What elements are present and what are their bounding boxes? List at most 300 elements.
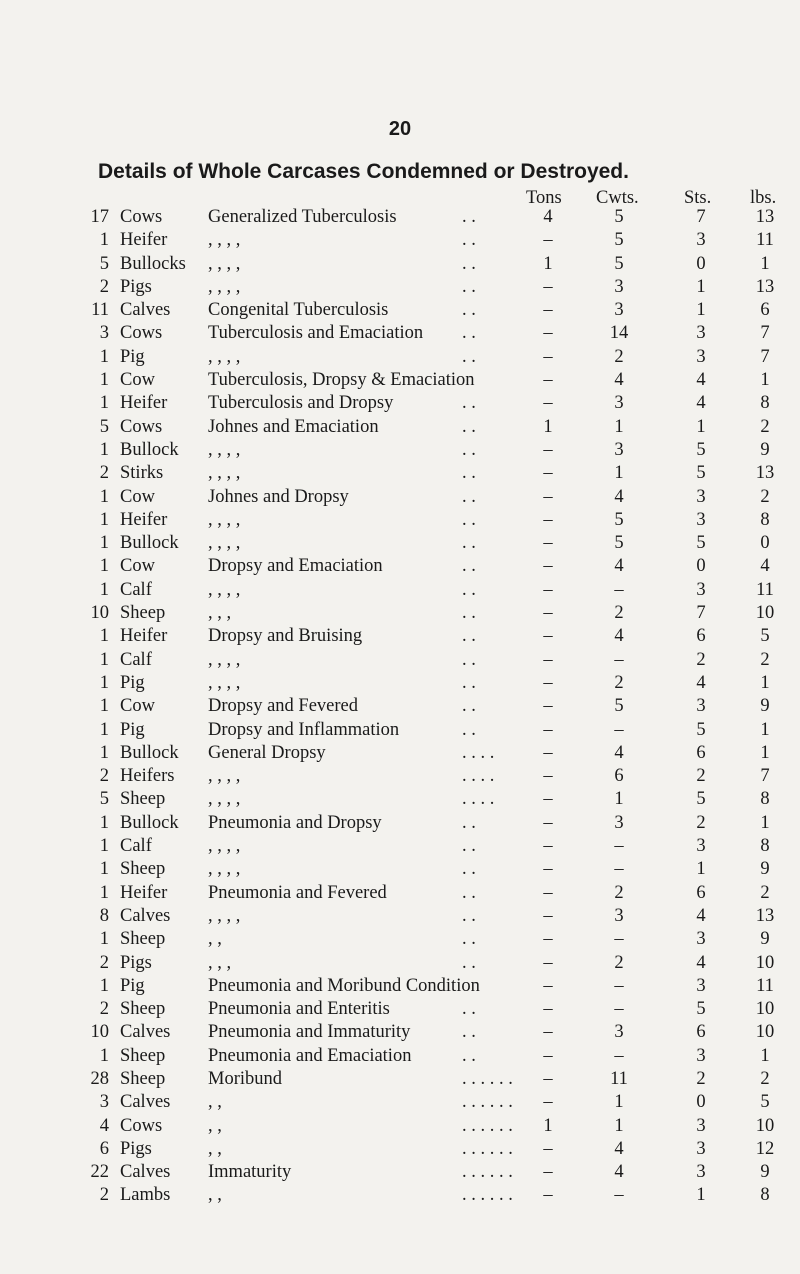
row-cause: Immaturity xyxy=(208,1162,292,1183)
row-animal: Cows xyxy=(120,1115,163,1136)
table-row xyxy=(0,975,800,998)
row-cause: Johnes and Dropsy xyxy=(208,486,349,507)
table-row xyxy=(0,765,800,788)
table-row xyxy=(0,579,800,602)
page-title: Details of Whole Carcases Condemned or Destroyed. xyxy=(98,160,629,183)
row-tons: – xyxy=(543,789,553,810)
row-quantity: 1 xyxy=(99,1045,109,1066)
row-cause: Dropsy and Bruising xyxy=(208,626,363,647)
row-animal: Cow xyxy=(120,370,155,391)
row-quantity: 4 xyxy=(99,1115,109,1136)
table-row xyxy=(0,1021,800,1044)
row-animal: Pig xyxy=(120,346,145,367)
row-cause: , , , , xyxy=(208,905,241,926)
row-lbs: 13 xyxy=(755,207,775,227)
row-animal: Calves xyxy=(120,300,171,321)
row-cause: , , , , xyxy=(208,649,241,670)
row-cwts: 1 xyxy=(614,1092,624,1113)
row-cwts: 14 xyxy=(609,323,629,344)
row-cause: Tuberculosis, Dropsy & Emaciation xyxy=(208,370,475,391)
row-cwts: – xyxy=(614,929,624,950)
row-sts: 6 xyxy=(696,742,706,763)
row-tons: – xyxy=(543,766,553,787)
row-sts: 1 xyxy=(696,300,706,321)
row-tons: – xyxy=(543,672,553,693)
table-row xyxy=(0,392,800,415)
row-cause: , , xyxy=(208,1115,222,1136)
row-leader-dots: . . xyxy=(462,952,476,973)
row-animal: Calves xyxy=(120,905,171,926)
row-quantity: 1 xyxy=(99,579,109,600)
row-lbs: 7 xyxy=(760,323,770,344)
row-tons: – xyxy=(543,486,553,507)
row-animal: Cows xyxy=(120,323,163,344)
row-animal: Cows xyxy=(120,207,163,227)
row-tons: – xyxy=(543,370,553,391)
table-row xyxy=(0,1091,800,1114)
row-cause: , , , , xyxy=(208,253,241,274)
row-quantity: 11 xyxy=(91,300,109,321)
row-leader-dots: . . . . . . xyxy=(462,1185,513,1206)
row-sts: 5 xyxy=(696,463,706,484)
row-animal: Heifer xyxy=(120,882,168,903)
row-lbs: 2 xyxy=(760,416,770,437)
row-leader-dots: . . xyxy=(462,300,476,321)
row-tons: – xyxy=(543,812,553,833)
row-tons: 4 xyxy=(543,207,553,227)
table-row xyxy=(0,416,800,439)
row-leader-dots: . . . . . . xyxy=(462,1068,513,1089)
row-leader-dots: . . xyxy=(462,626,476,647)
row-animal: Cows xyxy=(120,416,163,437)
row-cause: , , , xyxy=(208,603,232,624)
row-lbs: 10 xyxy=(755,952,775,973)
row-tons: – xyxy=(543,393,553,414)
row-leader-dots: . . xyxy=(462,230,476,251)
row-lbs: 2 xyxy=(760,1068,770,1089)
row-lbs: 1 xyxy=(760,370,770,391)
row-lbs: 9 xyxy=(760,439,770,460)
row-tons: – xyxy=(543,1185,553,1206)
row-leader-dots: . . xyxy=(462,905,476,926)
table-row xyxy=(0,229,800,252)
row-cause: Tuberculosis and Dropsy xyxy=(208,393,394,414)
row-leader-dots: . . xyxy=(462,603,476,624)
row-lbs: 8 xyxy=(760,789,770,810)
table-row xyxy=(0,1115,800,1138)
row-animal: Calves xyxy=(120,1162,171,1183)
row-cause: , , xyxy=(208,1185,222,1206)
row-cwts: 3 xyxy=(614,300,624,321)
row-leader-dots: . . . . . . xyxy=(462,1162,513,1183)
row-sts: 4 xyxy=(696,370,706,391)
row-cwts: – xyxy=(614,649,624,670)
row-cause: , , , , xyxy=(208,836,241,857)
row-sts: 1 xyxy=(696,276,706,297)
row-sts: 3 xyxy=(696,975,706,996)
row-cwts: 2 xyxy=(614,952,624,973)
row-cwts: 3 xyxy=(614,276,624,297)
row-leader-dots: . . xyxy=(462,276,476,297)
row-cwts: 4 xyxy=(614,370,624,391)
row-lbs: 13 xyxy=(755,905,775,926)
row-lbs: 9 xyxy=(760,1162,770,1183)
row-tons: 1 xyxy=(543,253,553,274)
row-cwts: 4 xyxy=(614,626,624,647)
row-leader-dots: . . xyxy=(462,533,476,554)
row-tons: – xyxy=(543,859,553,880)
column-header-tons: Tons xyxy=(526,188,562,208)
row-cause: Pneumonia and Enteritis xyxy=(208,999,390,1020)
row-sts: 3 xyxy=(696,929,706,950)
row-cause: , , , , xyxy=(208,789,241,810)
row-lbs: 2 xyxy=(760,486,770,507)
row-cause: , , , , xyxy=(208,533,241,554)
row-cause: Pneumonia and Dropsy xyxy=(208,812,382,833)
row-quantity: 2 xyxy=(99,463,109,484)
row-sts: 0 xyxy=(696,1092,706,1113)
row-cwts: – xyxy=(614,1185,624,1206)
row-leader-dots: . . xyxy=(462,696,476,717)
table-row xyxy=(0,858,800,881)
row-lbs: 13 xyxy=(755,276,775,297)
row-quantity: 1 xyxy=(99,975,109,996)
row-cause: General Dropsy xyxy=(208,742,326,763)
row-tons: – xyxy=(543,346,553,367)
row-quantity: 2 xyxy=(99,999,109,1020)
row-cwts: 2 xyxy=(614,882,624,903)
row-lbs: 10 xyxy=(755,603,775,624)
row-sts: 3 xyxy=(696,836,706,857)
row-animal: Sheep xyxy=(120,929,166,950)
row-lbs: 13 xyxy=(755,463,775,484)
row-cause: , , , xyxy=(208,952,232,973)
table-row xyxy=(0,532,800,555)
table-row xyxy=(0,812,800,835)
row-cause: , , , , xyxy=(208,230,241,251)
row-sts: 3 xyxy=(696,230,706,251)
row-animal: Heifer xyxy=(120,393,168,414)
row-cause: , , , , xyxy=(208,439,241,460)
row-sts: 5 xyxy=(696,789,706,810)
row-animal: Sheep xyxy=(120,1068,166,1089)
row-lbs: 1 xyxy=(760,742,770,763)
row-quantity: 1 xyxy=(99,230,109,251)
row-lbs: 1 xyxy=(760,253,770,274)
row-tons: – xyxy=(543,509,553,530)
column-header-sts: Sts. xyxy=(684,188,712,208)
row-cause: Johnes and Emaciation xyxy=(208,416,379,437)
row-quantity: 1 xyxy=(99,882,109,903)
row-animal: Cow xyxy=(120,696,155,717)
row-sts: 3 xyxy=(696,323,706,344)
row-tons: – xyxy=(543,603,553,624)
row-tons: – xyxy=(543,975,553,996)
row-cause: Dropsy and Inflammation xyxy=(208,719,400,740)
row-cause: Pneumonia and Moribund Condition xyxy=(208,975,480,996)
table-row xyxy=(0,462,800,485)
row-animal: Sheep xyxy=(120,603,166,624)
row-tons: – xyxy=(543,836,553,857)
row-animal: Pigs xyxy=(120,1138,152,1159)
row-tons: – xyxy=(543,1138,553,1159)
row-quantity: 3 xyxy=(99,323,109,344)
row-tons: – xyxy=(543,300,553,321)
table-row xyxy=(0,602,800,625)
row-cwts: 4 xyxy=(614,1162,624,1183)
row-tons: – xyxy=(543,1092,553,1113)
row-lbs: 8 xyxy=(760,509,770,530)
table-row xyxy=(0,998,800,1021)
table-row xyxy=(0,509,800,532)
table-row xyxy=(0,276,800,299)
row-tons: – xyxy=(543,579,553,600)
row-leader-dots: . . xyxy=(462,439,476,460)
row-sts: 5 xyxy=(696,439,706,460)
row-leader-dots: . . xyxy=(462,579,476,600)
row-tons: – xyxy=(543,626,553,647)
row-cwts: 4 xyxy=(614,742,624,763)
row-leader-dots: . . xyxy=(462,836,476,857)
row-tons: 1 xyxy=(543,416,553,437)
row-quantity: 1 xyxy=(99,649,109,670)
row-cause: Moribund xyxy=(208,1068,282,1089)
row-leader-dots: . . xyxy=(462,929,476,950)
row-leader-dots: . . xyxy=(462,253,476,274)
row-leader-dots: . . xyxy=(462,1045,476,1066)
row-cwts: 5 xyxy=(614,533,624,554)
row-sts: 1 xyxy=(696,416,706,437)
row-sts: 4 xyxy=(696,672,706,693)
row-lbs: 1 xyxy=(760,719,770,740)
table-row xyxy=(0,1184,800,1207)
row-sts: 3 xyxy=(696,1138,706,1159)
row-lbs: 9 xyxy=(760,696,770,717)
row-leader-dots: . . . . . . xyxy=(462,1115,513,1136)
row-sts: 6 xyxy=(696,1022,706,1043)
row-cause: Pneumonia and Emaciation xyxy=(208,1045,412,1066)
row-cause: , , , , xyxy=(208,463,241,484)
row-lbs: 5 xyxy=(760,626,770,647)
row-animal: Sheep xyxy=(120,859,166,880)
row-quantity: 2 xyxy=(99,1185,109,1206)
row-lbs: 10 xyxy=(755,999,775,1020)
row-lbs: 10 xyxy=(755,1022,775,1043)
row-cwts: 3 xyxy=(614,393,624,414)
row-sts: 1 xyxy=(696,859,706,880)
row-quantity: 2 xyxy=(99,276,109,297)
row-animal: Calves xyxy=(120,1092,171,1113)
row-cause: Pneumonia and Immaturity xyxy=(208,1022,411,1043)
row-sts: 4 xyxy=(696,952,706,973)
row-cause: , , xyxy=(208,1092,222,1113)
row-cwts: – xyxy=(614,999,624,1020)
row-animal: Pig xyxy=(120,672,145,693)
row-cwts: 5 xyxy=(614,207,624,227)
row-tons: – xyxy=(543,230,553,251)
row-quantity: 1 xyxy=(99,509,109,530)
row-cwts: 2 xyxy=(614,603,624,624)
row-sts: 1 xyxy=(696,1185,706,1206)
row-quantity: 6 xyxy=(99,1138,109,1159)
row-quantity: 1 xyxy=(99,370,109,391)
row-animal: Bullock xyxy=(120,439,179,460)
table-row xyxy=(0,742,800,765)
row-animal: Pig xyxy=(120,975,145,996)
row-tons: – xyxy=(543,952,553,973)
row-lbs: 6 xyxy=(760,300,770,321)
row-leader-dots: . . xyxy=(462,509,476,530)
row-leader-dots: . . xyxy=(462,812,476,833)
row-tons: – xyxy=(543,439,553,460)
row-quantity: 1 xyxy=(99,812,109,833)
table-row xyxy=(0,625,800,648)
table-row xyxy=(0,486,800,509)
row-animal: Calf xyxy=(120,649,152,670)
row-quantity: 17 xyxy=(90,207,109,227)
row-sts: 3 xyxy=(696,579,706,600)
row-quantity: 10 xyxy=(90,1022,109,1043)
row-cwts: 1 xyxy=(614,1115,624,1136)
row-lbs: 4 xyxy=(760,556,770,577)
table-row xyxy=(0,299,800,322)
row-sts: 3 xyxy=(696,486,706,507)
row-cwts: 5 xyxy=(614,509,624,530)
row-leader-dots: . . xyxy=(462,207,476,227)
row-lbs: 8 xyxy=(760,393,770,414)
row-lbs: 9 xyxy=(760,929,770,950)
row-sts: 2 xyxy=(696,1068,706,1089)
row-animal: Lambs xyxy=(120,1185,171,1206)
row-tons: – xyxy=(543,696,553,717)
row-quantity: 1 xyxy=(99,836,109,857)
column-header-lbs: lbs. xyxy=(750,188,777,208)
row-cause: , , , , xyxy=(208,859,241,880)
row-lbs: 8 xyxy=(760,1185,770,1206)
row-animal: Heifer xyxy=(120,509,168,530)
row-cause: , , , , xyxy=(208,509,241,530)
row-lbs: 11 xyxy=(756,975,774,996)
row-leader-dots: . . xyxy=(462,346,476,367)
row-leader-dots: . . xyxy=(462,999,476,1020)
row-cause: , , xyxy=(208,929,222,950)
row-sts: 6 xyxy=(696,626,706,647)
row-tons: – xyxy=(543,649,553,670)
row-animal: Calf xyxy=(120,836,152,857)
row-animal: Cow xyxy=(120,556,155,577)
table-row xyxy=(0,369,800,392)
row-cwts: 5 xyxy=(614,696,624,717)
row-animal: Pig xyxy=(120,719,145,740)
row-quantity: 1 xyxy=(99,859,109,880)
condemned-carcases-table xyxy=(0,206,800,1208)
table-row xyxy=(0,322,800,345)
row-lbs: 0 xyxy=(760,533,770,554)
row-leader-dots: . . xyxy=(462,416,476,437)
row-cwts: 2 xyxy=(614,346,624,367)
table-row xyxy=(0,1068,800,1091)
row-tons: – xyxy=(543,1022,553,1043)
row-cwts: 2 xyxy=(614,672,624,693)
row-tons: – xyxy=(543,999,553,1020)
row-sts: 4 xyxy=(696,905,706,926)
page-number: 20 xyxy=(388,118,412,140)
row-cause: , , , , xyxy=(208,346,241,367)
row-sts: 6 xyxy=(696,882,706,903)
row-leader-dots: . . xyxy=(462,556,476,577)
row-leader-dots: . . xyxy=(462,859,476,880)
row-tons: – xyxy=(543,533,553,554)
row-quantity: 5 xyxy=(99,789,109,810)
row-animal: Stirks xyxy=(120,463,164,484)
row-cwts: 1 xyxy=(614,789,624,810)
row-cause: Dropsy and Emaciation xyxy=(208,556,383,577)
row-tons: – xyxy=(543,882,553,903)
table-row xyxy=(0,952,800,975)
row-animal: Bullock xyxy=(120,533,179,554)
row-sts: 2 xyxy=(696,766,706,787)
row-tons: – xyxy=(543,1045,553,1066)
row-lbs: 1 xyxy=(760,812,770,833)
row-leader-dots: . . xyxy=(462,1022,476,1043)
row-quantity: 10 xyxy=(90,603,109,624)
row-sts: 2 xyxy=(696,649,706,670)
row-animal: Calf xyxy=(120,579,152,600)
row-cwts: – xyxy=(614,1045,624,1066)
row-leader-dots: . . . . xyxy=(462,789,495,810)
row-animal: Pigs xyxy=(120,276,152,297)
row-animal: Pigs xyxy=(120,952,152,973)
row-quantity: 1 xyxy=(99,719,109,740)
row-quantity: 1 xyxy=(99,696,109,717)
row-tons: – xyxy=(543,1162,553,1183)
row-sts: 3 xyxy=(696,346,706,367)
row-lbs: 2 xyxy=(760,649,770,670)
row-quantity: 1 xyxy=(99,672,109,693)
row-sts: 3 xyxy=(696,696,706,717)
row-cwts: – xyxy=(614,719,624,740)
row-sts: 0 xyxy=(696,556,706,577)
row-sts: 3 xyxy=(696,1115,706,1136)
row-animal: Bullocks xyxy=(120,253,186,274)
row-leader-dots: . . . . xyxy=(462,742,495,763)
row-animal: Sheep xyxy=(120,789,166,810)
table-row xyxy=(0,346,800,369)
row-tons: – xyxy=(543,276,553,297)
row-cause: , , xyxy=(208,1138,222,1159)
row-sts: 3 xyxy=(696,509,706,530)
row-cwts: 11 xyxy=(610,1068,628,1089)
row-cwts: 5 xyxy=(614,253,624,274)
row-sts: 7 xyxy=(696,207,706,227)
row-leader-dots: . . xyxy=(462,649,476,670)
row-animal: Heifers xyxy=(120,766,175,787)
row-cwts: 5 xyxy=(614,230,624,251)
row-sts: 2 xyxy=(696,812,706,833)
row-tons: – xyxy=(543,1068,553,1089)
row-leader-dots: . . xyxy=(462,882,476,903)
table-row xyxy=(0,695,800,718)
row-animal: Heifer xyxy=(120,230,168,251)
row-lbs: 11 xyxy=(756,230,774,251)
row-cause: Dropsy and Fevered xyxy=(208,696,359,717)
row-cause: , , , , xyxy=(208,766,241,787)
row-leader-dots: . . . . . . xyxy=(462,1092,513,1113)
row-leader-dots: . . . . . . xyxy=(462,1138,513,1159)
row-quantity: 2 xyxy=(99,766,109,787)
table-row xyxy=(0,672,800,695)
row-cwts: – xyxy=(614,859,624,880)
